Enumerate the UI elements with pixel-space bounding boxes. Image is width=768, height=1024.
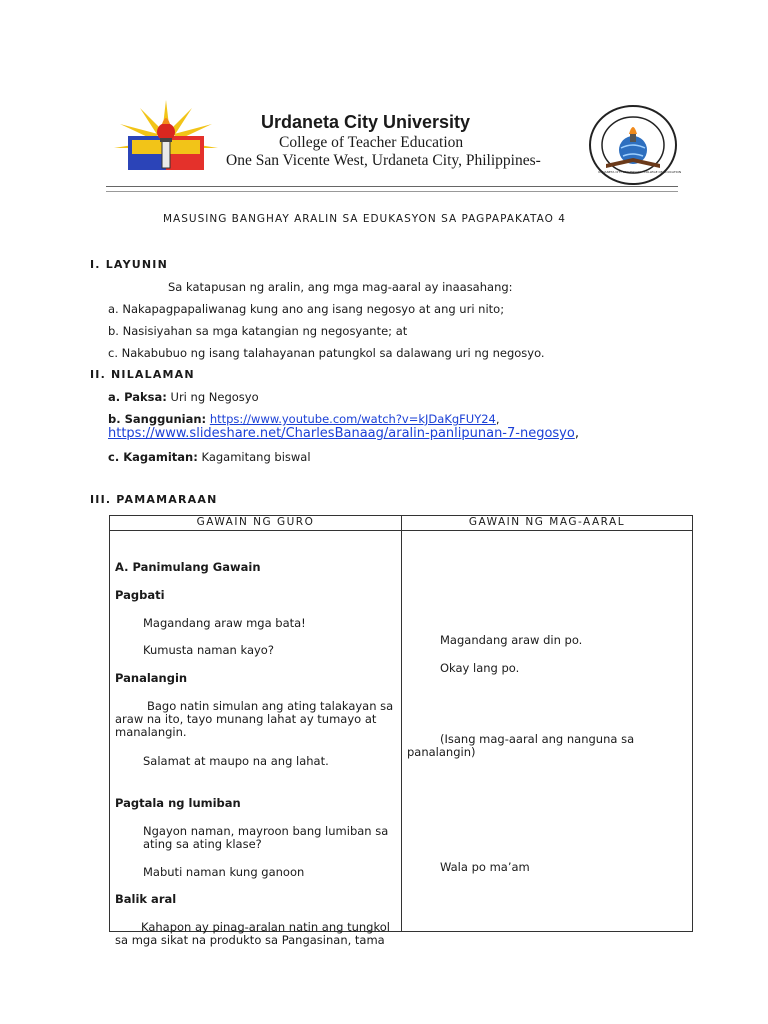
youtube-link[interactable]: https://www.youtube.com/watch?v=kJDaKgFUY24: [209, 412, 496, 426]
kagamitan-value: Kagamitang biswal: [201, 450, 311, 464]
guro-prayer-line-3: manalangin.: [115, 725, 187, 739]
section-pamamaraan-heading: III. PAMAMARAAN: [90, 493, 218, 506]
pagtala-lumiban-heading: Pagtala ng lumiban: [115, 796, 241, 810]
magaaral-greeting: Magandang araw din po.: [440, 633, 583, 647]
sanggunian-line-2: [108, 426, 579, 441]
link-comma-2: ,: [574, 426, 579, 441]
guro-prayer-line-1: Bago natin simulan ang ating talakayan sa: [147, 699, 394, 713]
panalangin-heading: Panalangin: [115, 671, 188, 685]
kagamitan-line: [108, 450, 311, 464]
guro-review-line-1: Kahapon ay pinag-aralan natin ang tungkol: [141, 920, 390, 934]
magaaral-prayer-line-1: (Isang mag-aaral ang nanguna sa: [440, 732, 635, 746]
paksa-line: [108, 390, 259, 404]
guro-greeting: Magandang araw mga bata!: [143, 616, 306, 630]
guro-review-line-2: sa mga sikat na produkto sa Pangasinan, tama: [115, 933, 385, 947]
slideshare-link[interactable]: https://www.slideshare.net/CharlesBanaag/aralin-panlipunan-7-negosyo: [108, 426, 575, 441]
guro-absent-line-2: ating sa ating klase?: [143, 837, 262, 851]
layunin-item-a: a. Nakapagpapaliwanag kung ano ang isang negosyo at ang uri nito;: [108, 302, 505, 316]
pagbati-heading: Pagbati: [115, 588, 165, 602]
paksa-value: Uri ng Negosyo: [170, 390, 259, 404]
university-name: Urdaneta City University: [261, 112, 471, 132]
sanggunian-line: [108, 412, 500, 426]
guro-salamat: Salamat at maupo na ang lahat.: [143, 754, 329, 768]
section-nilalaman-heading: II. NILALAMAN: [90, 368, 195, 381]
magaaral-column: [402, 531, 693, 932]
column-header-guro: GAWAIN NG GURO: [110, 516, 402, 531]
college-name: College of Teacher Education: [279, 134, 464, 151]
header-divider-top: [106, 186, 678, 187]
section-layunin-heading: I. LAYUNIN: [90, 258, 168, 271]
paksa-label: a. Paksa:: [108, 390, 167, 404]
guro-mabuti: Mabuti naman kung ganoon: [143, 865, 305, 879]
guro-prayer-line-2: araw na ito, tayo munang lahat ay tumayo at: [115, 712, 377, 726]
magaaral-prayer-line-2: panalangin): [407, 745, 476, 759]
layunin-intro: Sa katapusan ng aralin, ang mga mag-aaral ay inaasahang:: [168, 280, 513, 294]
link-comma: ,: [495, 412, 500, 426]
balik-aral-heading: Balik aral: [115, 892, 177, 906]
magaaral-wala-po: Wala po ma’am: [440, 860, 530, 874]
guro-column: [110, 531, 402, 947]
layunin-item-b: b. Nasisiyahan sa mga katangian ng negosyante; at: [108, 324, 408, 338]
column-header-magaaral: GAWAIN NG MAG-AARAL: [402, 516, 693, 531]
kagamitan-label: c. Kagamitan:: [108, 450, 198, 464]
document-title: MASUSING BANGHAY ARALIN SA EDUKASYON SA PAGPAPAKATAO 4: [163, 213, 566, 225]
university-address: One San Vicente West, Urdaneta City, Philippines-: [226, 152, 541, 169]
ucu-logo: [110, 94, 222, 174]
layunin-item-c: c. Nakabubuo ng isang talahayanan patungkol sa dalawang uri ng negosyo.: [108, 346, 545, 360]
panimulang-gawain-heading: A. Panimulang Gawain: [115, 560, 261, 574]
sanggunian-label: b. Sanggunian:: [108, 412, 207, 426]
seal-caption: URDANETA CITY UNIVERSITY · COLLEGE OF EDUCATION: [598, 170, 682, 174]
guro-absent-line-1: Ngayon naman, mayroon bang lumiban sa: [143, 824, 389, 838]
guro-kumusta: Kumusta naman kayo?: [143, 643, 274, 657]
header-divider-bottom: [106, 191, 678, 192]
pamamaraan-table: [109, 515, 693, 947]
magaaral-okay: Okay lang po.: [440, 661, 520, 675]
